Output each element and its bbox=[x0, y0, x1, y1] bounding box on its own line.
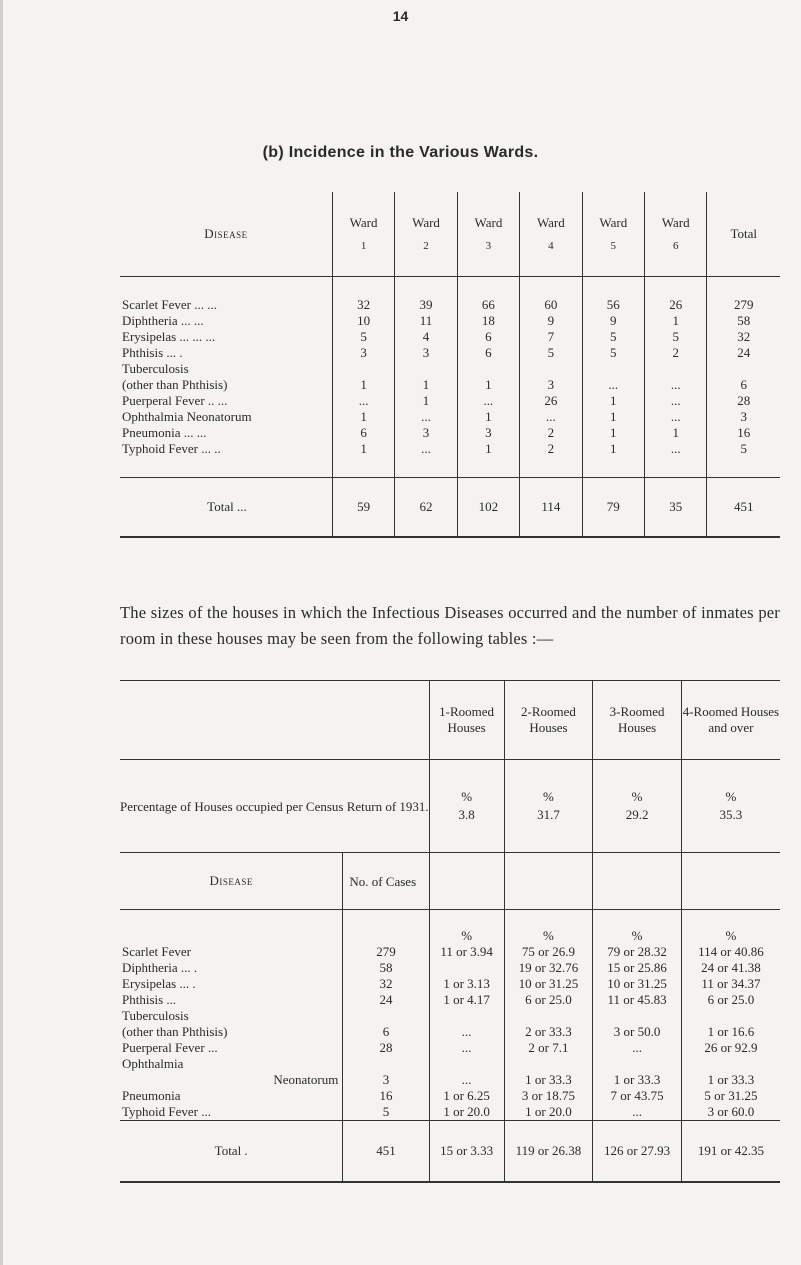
table-row bbox=[120, 361, 780, 377]
ward-count-cell: 5 bbox=[582, 329, 644, 345]
cases-cell: 6 bbox=[343, 1024, 429, 1040]
percentage-cell bbox=[504, 760, 593, 853]
table-row bbox=[120, 393, 780, 409]
ward-count-cell: 1 bbox=[582, 425, 644, 441]
table-row bbox=[120, 313, 780, 329]
ward-count-cell: 1 bbox=[395, 393, 457, 409]
house-share-cell: ... bbox=[429, 1072, 504, 1088]
total-cell: 15 or 3.33 bbox=[429, 1121, 504, 1183]
house-share-cell bbox=[681, 1056, 780, 1072]
section-heading: (b) Incidence in the Various Wards. bbox=[262, 144, 539, 161]
disease-name: Erysipelas ... . bbox=[122, 976, 196, 991]
ward-count-cell: 5 bbox=[332, 329, 394, 345]
total-label: Total ... bbox=[120, 478, 332, 538]
ward-count-cell: ... bbox=[520, 409, 582, 425]
intro-paragraph: The sizes of the houses in which the Infectious Diseases occurred and the number of inmates per room in these houses may be seen from the following tables :— bbox=[120, 603, 780, 648]
table-row bbox=[120, 1008, 780, 1024]
ward-count-cell bbox=[395, 361, 457, 377]
row-total-cell: 16 bbox=[707, 425, 780, 441]
house-share-cell: 11 or 34.37 bbox=[681, 976, 780, 992]
house-size-table bbox=[120, 680, 780, 1183]
ward-count-cell: 1 bbox=[582, 393, 644, 409]
house-share-cell: 10 or 31.25 bbox=[504, 976, 593, 992]
table1-header-row bbox=[120, 192, 780, 277]
table-row bbox=[120, 1024, 780, 1040]
disease-name: Diphtheria ... . bbox=[122, 960, 198, 975]
ward-count-cell: 1 bbox=[457, 409, 519, 425]
ward-count-cell: 26 bbox=[644, 277, 706, 314]
percentage-label: Percentage of Houses occupied per Census Return of 1931. bbox=[120, 760, 429, 853]
total-row bbox=[120, 1121, 780, 1183]
ward-6-header: Ward 6 bbox=[644, 192, 706, 277]
table-row bbox=[120, 425, 780, 441]
ward-count-cell: ... bbox=[395, 441, 457, 478]
house-share-cell bbox=[593, 1008, 681, 1024]
one-room-header: 1-Roomed Houses bbox=[429, 681, 504, 760]
two-room-header: 2-Roomed Houses bbox=[504, 681, 593, 760]
cases-cell: 32 bbox=[343, 976, 429, 992]
total-label: Total . bbox=[120, 1121, 343, 1183]
ward-count-cell: 9 bbox=[582, 313, 644, 329]
house-share-cell: 1 or 33.3 bbox=[504, 1072, 593, 1088]
house-share-cell: ... bbox=[593, 1104, 681, 1121]
ward-count-cell: 39 bbox=[395, 277, 457, 314]
ward-count-cell bbox=[520, 361, 582, 377]
ward-count-cell bbox=[644, 361, 706, 377]
ward-count-cell: 32 bbox=[332, 277, 394, 314]
house-share-cell: 75 or 26.9 bbox=[504, 944, 593, 960]
row-total-cell: 24 bbox=[707, 345, 780, 361]
table-row bbox=[120, 277, 780, 314]
total-cell: 191 or 42.35 bbox=[681, 1121, 780, 1183]
total-cell: 79 bbox=[582, 478, 644, 538]
ward-2-header: Ward 2 bbox=[395, 192, 457, 277]
empty-cell bbox=[343, 910, 429, 945]
house-share-cell: 15 or 25.86 bbox=[593, 960, 681, 976]
house-share-cell: 11 or 45.83 bbox=[593, 992, 681, 1008]
ward-5-header: Ward 5 bbox=[582, 192, 644, 277]
ward-count-cell: 5 bbox=[644, 329, 706, 345]
ward-count-cell: 26 bbox=[520, 393, 582, 409]
disease-header-row bbox=[120, 853, 780, 910]
percent-symbol: % bbox=[504, 910, 593, 945]
ward-count-cell bbox=[332, 361, 394, 377]
cases-cell bbox=[343, 1056, 429, 1072]
house-share-cell bbox=[593, 1056, 681, 1072]
total-cell: 102 bbox=[457, 478, 519, 538]
page-number: 14 bbox=[392, 8, 409, 24]
disease-name: Tuberculosis bbox=[122, 361, 189, 376]
three-room-header: 3-Roomed Houses bbox=[593, 681, 681, 760]
ward-count-cell: 2 bbox=[520, 441, 582, 478]
house-share-cell: 2 or 7.1 bbox=[504, 1040, 593, 1056]
percent-symbol: % bbox=[681, 910, 780, 945]
ward-3-header: Ward 3 bbox=[457, 192, 519, 277]
ward-count-cell bbox=[582, 361, 644, 377]
house-share-cell: 19 or 32.76 bbox=[504, 960, 593, 976]
ward-count-cell: ... bbox=[395, 409, 457, 425]
house-share-cell: 24 or 41.38 bbox=[681, 960, 780, 976]
house-share-cell: 3 or 60.0 bbox=[681, 1104, 780, 1121]
house-share-cell: 1 or 6.25 bbox=[429, 1088, 504, 1104]
empty-cell bbox=[504, 853, 593, 910]
ward-count-cell bbox=[457, 361, 519, 377]
percentage-cell bbox=[681, 760, 780, 853]
table-row bbox=[120, 1104, 780, 1121]
disease-label: Disease bbox=[120, 853, 343, 910]
house-share-cell bbox=[504, 1008, 593, 1024]
ward-count-cell: 3 bbox=[395, 425, 457, 441]
disease-column-header: Disease bbox=[120, 192, 332, 277]
house-share-cell: 1 or 33.3 bbox=[593, 1072, 681, 1088]
table-row bbox=[120, 960, 780, 976]
percentage-row bbox=[120, 760, 780, 853]
ward-count-cell: 6 bbox=[457, 329, 519, 345]
ward-count-cell: 4 bbox=[395, 329, 457, 345]
ward-count-cell: 3 bbox=[332, 345, 394, 361]
percentage-value: 29.2 bbox=[625, 807, 649, 822]
disease-name: Ophthalmia bbox=[122, 1056, 184, 1071]
disease-name: Phthisis ... bbox=[122, 992, 177, 1007]
ward-count-cell: ... bbox=[644, 393, 706, 409]
total-cases: 451 bbox=[343, 1121, 429, 1183]
row-total-cell: 279 bbox=[707, 277, 780, 314]
ward-count-cell: 7 bbox=[520, 329, 582, 345]
table-row bbox=[120, 345, 780, 361]
ward-count-cell: ... bbox=[644, 409, 706, 425]
ward-count-cell: ... bbox=[457, 393, 519, 409]
total-row bbox=[120, 478, 780, 538]
disease-name: Diphtheria ... ... bbox=[122, 313, 204, 328]
ward-count-cell: 3 bbox=[457, 425, 519, 441]
disease-name: Typhoid Fever ... bbox=[122, 1104, 211, 1119]
cases-cell: 24 bbox=[343, 992, 429, 1008]
row-total-cell: 58 bbox=[707, 313, 780, 329]
cases-label: No. of Cases bbox=[343, 853, 429, 910]
table-row bbox=[120, 1040, 780, 1056]
empty-cell bbox=[593, 853, 681, 910]
house-share-cell: 1 or 33.3 bbox=[681, 1072, 780, 1088]
percentage-value: 3.8 bbox=[458, 807, 475, 822]
ward-count-cell: ... bbox=[332, 393, 394, 409]
table-row bbox=[120, 1072, 780, 1088]
ward-count-cell: 2 bbox=[644, 345, 706, 361]
ward-count-cell: 6 bbox=[457, 345, 519, 361]
ward-count-cell: 66 bbox=[457, 277, 519, 314]
percentage-cell bbox=[429, 760, 504, 853]
house-share-cell: 5 or 31.25 bbox=[681, 1088, 780, 1104]
row-total-cell: 28 bbox=[707, 393, 780, 409]
house-share-cell: 3 or 50.0 bbox=[593, 1024, 681, 1040]
house-share-cell: 10 or 31.25 bbox=[593, 976, 681, 992]
disease-name: Pneumonia ... ... bbox=[122, 425, 207, 440]
cases-cell: 28 bbox=[343, 1040, 429, 1056]
table-row bbox=[120, 377, 780, 393]
percentage-cell bbox=[593, 760, 681, 853]
percentage-value: 35.3 bbox=[719, 807, 743, 822]
house-share-cell: 1 or 20.0 bbox=[429, 1104, 504, 1121]
house-share-cell: 1 or 3.13 bbox=[429, 976, 504, 992]
house-share-cell: 11 or 3.94 bbox=[429, 944, 504, 960]
empty-cell bbox=[681, 853, 780, 910]
ward-count-cell: 9 bbox=[520, 313, 582, 329]
table-row bbox=[120, 441, 780, 478]
ward-count-cell: ... bbox=[644, 441, 706, 478]
total-cell: 114 bbox=[520, 478, 582, 538]
house-share-cell: ... bbox=[429, 1024, 504, 1040]
house-share-cell: 6 or 25.0 bbox=[681, 992, 780, 1008]
house-share-cell: 79 or 28.32 bbox=[593, 944, 681, 960]
table-row bbox=[120, 1088, 780, 1104]
disease-name: Neonatorum bbox=[273, 1072, 339, 1087]
row-total-cell: 5 bbox=[707, 441, 780, 478]
disease-name: Tuberculosis bbox=[122, 1008, 189, 1023]
house-share-cell: 1 or 16.6 bbox=[681, 1024, 780, 1040]
disease-name: Scarlet Fever ... ... bbox=[122, 297, 217, 312]
ward-count-cell: 3 bbox=[395, 345, 457, 361]
cases-cell bbox=[343, 1008, 429, 1024]
total-column-header: Total bbox=[707, 192, 780, 277]
house-share-cell: 1 or 20.0 bbox=[504, 1104, 593, 1121]
house-share-cell: ... bbox=[593, 1040, 681, 1056]
ward-count-cell: 1 bbox=[644, 313, 706, 329]
table-row bbox=[120, 1056, 780, 1072]
empty-cell bbox=[120, 910, 343, 945]
total-cell: 126 or 27.93 bbox=[593, 1121, 681, 1183]
disease-name: Phthisis ... . bbox=[122, 345, 183, 360]
blank-header-cell bbox=[120, 681, 429, 760]
ward-count-cell: 5 bbox=[520, 345, 582, 361]
table2-header-row bbox=[120, 681, 780, 760]
ward-count-cell: 56 bbox=[582, 277, 644, 314]
disease-name: Typhoid Fever ... .. bbox=[122, 441, 221, 456]
cases-cell: 3 bbox=[343, 1072, 429, 1088]
disease-name: (other than Phthisis) bbox=[122, 377, 228, 392]
house-share-cell: 1 or 4.17 bbox=[429, 992, 504, 1008]
ward-count-cell: 11 bbox=[395, 313, 457, 329]
ward-count-cell: 60 bbox=[520, 277, 582, 314]
total-cell: 451 bbox=[707, 478, 780, 538]
table-row bbox=[120, 409, 780, 425]
row-total-cell: 3 bbox=[707, 409, 780, 425]
table-row bbox=[120, 329, 780, 345]
house-share-cell: 7 or 43.75 bbox=[593, 1088, 681, 1104]
ward-count-cell: ... bbox=[582, 377, 644, 393]
disease-name: Scarlet Fever bbox=[122, 944, 191, 959]
ward-count-cell: 1 bbox=[457, 377, 519, 393]
disease-name: Pneumonia bbox=[122, 1088, 181, 1103]
disease-name: Puerperal Fever ... bbox=[122, 1040, 218, 1055]
ward-count-cell: 3 bbox=[520, 377, 582, 393]
ward-count-cell: 5 bbox=[582, 345, 644, 361]
cases-cell: 279 bbox=[343, 944, 429, 960]
cases-cell: 58 bbox=[343, 960, 429, 976]
ward-count-cell: 10 bbox=[332, 313, 394, 329]
percent-symbol: % bbox=[543, 789, 554, 804]
cases-cell: 16 bbox=[343, 1088, 429, 1104]
house-share-cell bbox=[504, 1056, 593, 1072]
incidence-by-ward-table bbox=[120, 192, 780, 538]
house-share-cell: 3 or 18.75 bbox=[504, 1088, 593, 1104]
percent-symbol: % bbox=[631, 789, 643, 804]
ward-count-cell: 1 bbox=[332, 441, 394, 478]
ward-count-cell: ... bbox=[644, 377, 706, 393]
disease-name: Ophthalmia Neonatorum bbox=[122, 409, 252, 424]
house-share-cell bbox=[429, 1008, 504, 1024]
disease-name: Erysipelas ... ... ... bbox=[122, 329, 216, 344]
percent-symbol: % bbox=[725, 789, 737, 804]
ward-1-header: Ward 1 bbox=[332, 192, 394, 277]
total-cell: 119 or 26.38 bbox=[504, 1121, 593, 1183]
percent-symbol: % bbox=[429, 910, 504, 945]
house-share-cell: 6 or 25.0 bbox=[504, 992, 593, 1008]
ward-count-cell: 1 bbox=[582, 409, 644, 425]
house-share-cell: 2 or 33.3 bbox=[504, 1024, 593, 1040]
total-cell: 35 bbox=[644, 478, 706, 538]
row-total-cell: 32 bbox=[707, 329, 780, 345]
ward-count-cell: 1 bbox=[332, 377, 394, 393]
disease-name: (other than Phthisis) bbox=[122, 1024, 228, 1039]
ward-4-header: Ward 4 bbox=[520, 192, 582, 277]
empty-cell bbox=[429, 853, 504, 910]
ward-count-cell: 1 bbox=[644, 425, 706, 441]
ward-count-cell: 1 bbox=[332, 409, 394, 425]
percent-symbol: % bbox=[461, 789, 473, 804]
row-total-cell: 6 bbox=[707, 377, 780, 393]
page-edge bbox=[0, 0, 3, 1265]
disease-name: Puerperal Fever .. ... bbox=[122, 393, 228, 408]
ward-count-cell: 1 bbox=[582, 441, 644, 478]
ward-count-cell: 1 bbox=[457, 441, 519, 478]
percent-symbol: % bbox=[593, 910, 681, 945]
percentage-value: 31.7 bbox=[537, 807, 560, 822]
total-cell: 59 bbox=[332, 478, 394, 538]
house-share-cell bbox=[681, 1008, 780, 1024]
row-total-cell bbox=[707, 361, 780, 377]
house-share-cell bbox=[429, 960, 504, 976]
ward-count-cell: 1 bbox=[395, 377, 457, 393]
house-share-cell bbox=[429, 1056, 504, 1072]
house-share-cell: ... bbox=[429, 1040, 504, 1056]
house-share-cell: 114 or 40.86 bbox=[681, 944, 780, 960]
ward-count-cell: 2 bbox=[520, 425, 582, 441]
four-room-header: 4-Roomed Houses and over bbox=[681, 681, 780, 760]
cases-cell: 5 bbox=[343, 1104, 429, 1121]
table-row bbox=[120, 992, 780, 1008]
total-cell: 62 bbox=[395, 478, 457, 538]
house-share-cell: 26 or 92.9 bbox=[681, 1040, 780, 1056]
table-row bbox=[120, 976, 780, 992]
percent-symbol-row bbox=[120, 910, 780, 945]
table-row bbox=[120, 944, 780, 960]
ward-count-cell: 18 bbox=[457, 313, 519, 329]
ward-count-cell: 6 bbox=[332, 425, 394, 441]
